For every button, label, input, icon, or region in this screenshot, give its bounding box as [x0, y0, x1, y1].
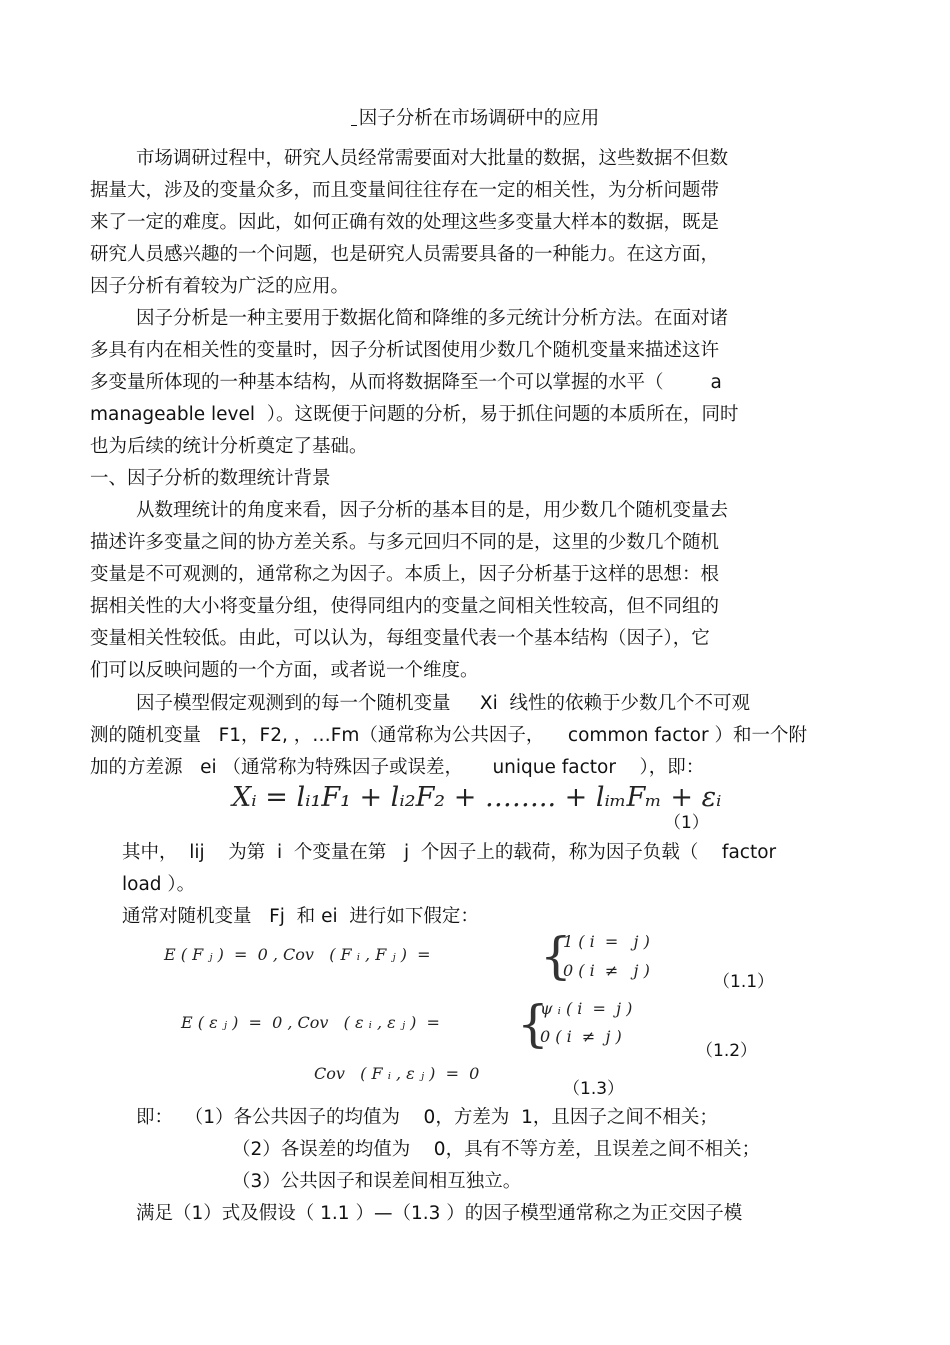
equation-1-1-case-2: 0 ( i ≠ j )	[563, 961, 650, 980]
paragraph-line: 因子分析是一种主要用于数据化简和降维的多元统计分析方法。在面对诸	[136, 308, 729, 329]
paragraph-line: 从数理统计的角度来看，因子分析的基本目的是，用少数几个随机变量去	[136, 500, 729, 521]
equation-1-2-case-1: ψ ᵢ ( i = j )	[540, 999, 633, 1018]
paragraph-line: 加的方差源 ei （通常称为特殊因子或误差， unique factor ），即：	[90, 757, 705, 778]
equation-1-1-case-1: 1 ( i = j )	[563, 932, 650, 951]
paragraph-line: 其中， lij 为第 i 个变量在第 j 个因子上的载荷，称为因子负载（ factor	[122, 842, 777, 863]
title-underscore	[351, 111, 357, 126]
paragraph-line: 据量大，涉及的变量众多，而且变量间往往存在一定的相关性，为分析问题带	[90, 180, 720, 201]
left-brace-icon: {	[540, 927, 572, 985]
paragraph-line: 通常对随机变量 Fj 和 ei 进行如下假定：	[122, 906, 479, 927]
equation-1-1-lhs: E ( F ⱼ ) = 0 , Cov ( F ᵢ , F ⱼ ) =	[164, 945, 431, 964]
paragraph-line: 满足（1）式及假设（ 1.1 ）—（1.3 ）的因子模型通常称之为正交因子模	[136, 1203, 743, 1224]
paragraph-line: 测的随机变量 F1，F2, ，…Fm（通常称为公共因子， common factor ）和一个附	[90, 725, 807, 746]
paragraph-line: （3）公共因子和误差间相互独立。	[232, 1171, 522, 1192]
paragraph-line: 因子分析有着较为广泛的应用。	[90, 276, 350, 297]
paragraph-line: 多变量所体现的一种基本结构，从而将数据降至一个可以掌握的水平（ a	[90, 372, 722, 393]
equation-1-3: Cov ( F ᵢ , ε ⱼ ) = 0	[314, 1064, 480, 1083]
paragraph-line: 即： （1）各公共因子的均值为 0，方差为 1，且因子之间不相关；	[136, 1107, 718, 1128]
left-brace-icon: {	[517, 995, 549, 1053]
equation-1: Xᵢ = lᵢ₁F₁ + lᵢ₂F₂ + …….. + lᵢₘFₘ + εᵢ	[232, 782, 722, 813]
equation-1-number: （1）	[664, 813, 709, 833]
paragraph-line: 多具有内在相关性的变量时，因子分析试图使用少数几个随机变量来描述这许	[90, 340, 720, 361]
paragraph-line: 变量是不可观测的，通常称之为因子。本质上，因子分析基于这样的思想：根	[90, 564, 720, 585]
paragraph-line: 描述许多变量之间的协方差关系。与多元回归不同的是，这里的少数几个随机	[90, 532, 720, 553]
paragraph-line: 研究人员感兴趣的一个问题，也是研究人员需要具备的一种能力。在这方面，	[90, 244, 720, 265]
paragraph-line: 市场调研过程中，研究人员经常需要面对大批量的数据，这些数据不但数	[136, 148, 729, 169]
equation-1-3-number: （1.3）	[563, 1079, 625, 1099]
equation-1-2-number: （1.2）	[696, 1041, 758, 1061]
paragraph-line: 也为后续的统计分析奠定了基础。	[90, 436, 368, 457]
paragraph-line: （2）各误差的均值为 0，具有不等方差，且误差之间不相关；	[232, 1139, 761, 1160]
paragraph-line: 因子模型假定观测到的每一个随机变量 Xi 线性的依赖于少数几个不可观	[136, 693, 750, 714]
paragraph-line: 们可以反映问题的一个方面，或者说一个维度。	[90, 660, 479, 681]
equation-1-2-lhs: E ( ε ⱼ ) = 0 , Cov ( ε ᵢ , ε ⱼ ) =	[181, 1013, 440, 1032]
paragraph-line: 变量相关性较低。由此，可以认为，每组变量代表一个基本结构（因子），它	[90, 628, 710, 649]
paragraph-line: load ）。	[122, 874, 196, 895]
document-title: 因子分析在市场调研中的应用	[0, 104, 950, 130]
paragraph-line: manageable level ）。这既便于问题的分析，易于抓住问题的本质所在，同时	[90, 404, 739, 425]
equation-1-1-number: （1.1）	[713, 972, 775, 992]
equation-1-2-case-2: 0 ( i ≠ j )	[540, 1027, 622, 1046]
section-heading: 一、因子分析的数理统计背景	[90, 468, 331, 489]
paragraph-line: 据相关性的大小将变量分组，使得同组内的变量之间相关性较高，但不同组的	[90, 596, 720, 617]
paragraph-line: 来了一定的难度。因此，如何正确有效的处理这些多变量大样本的数据，既是	[90, 212, 720, 233]
